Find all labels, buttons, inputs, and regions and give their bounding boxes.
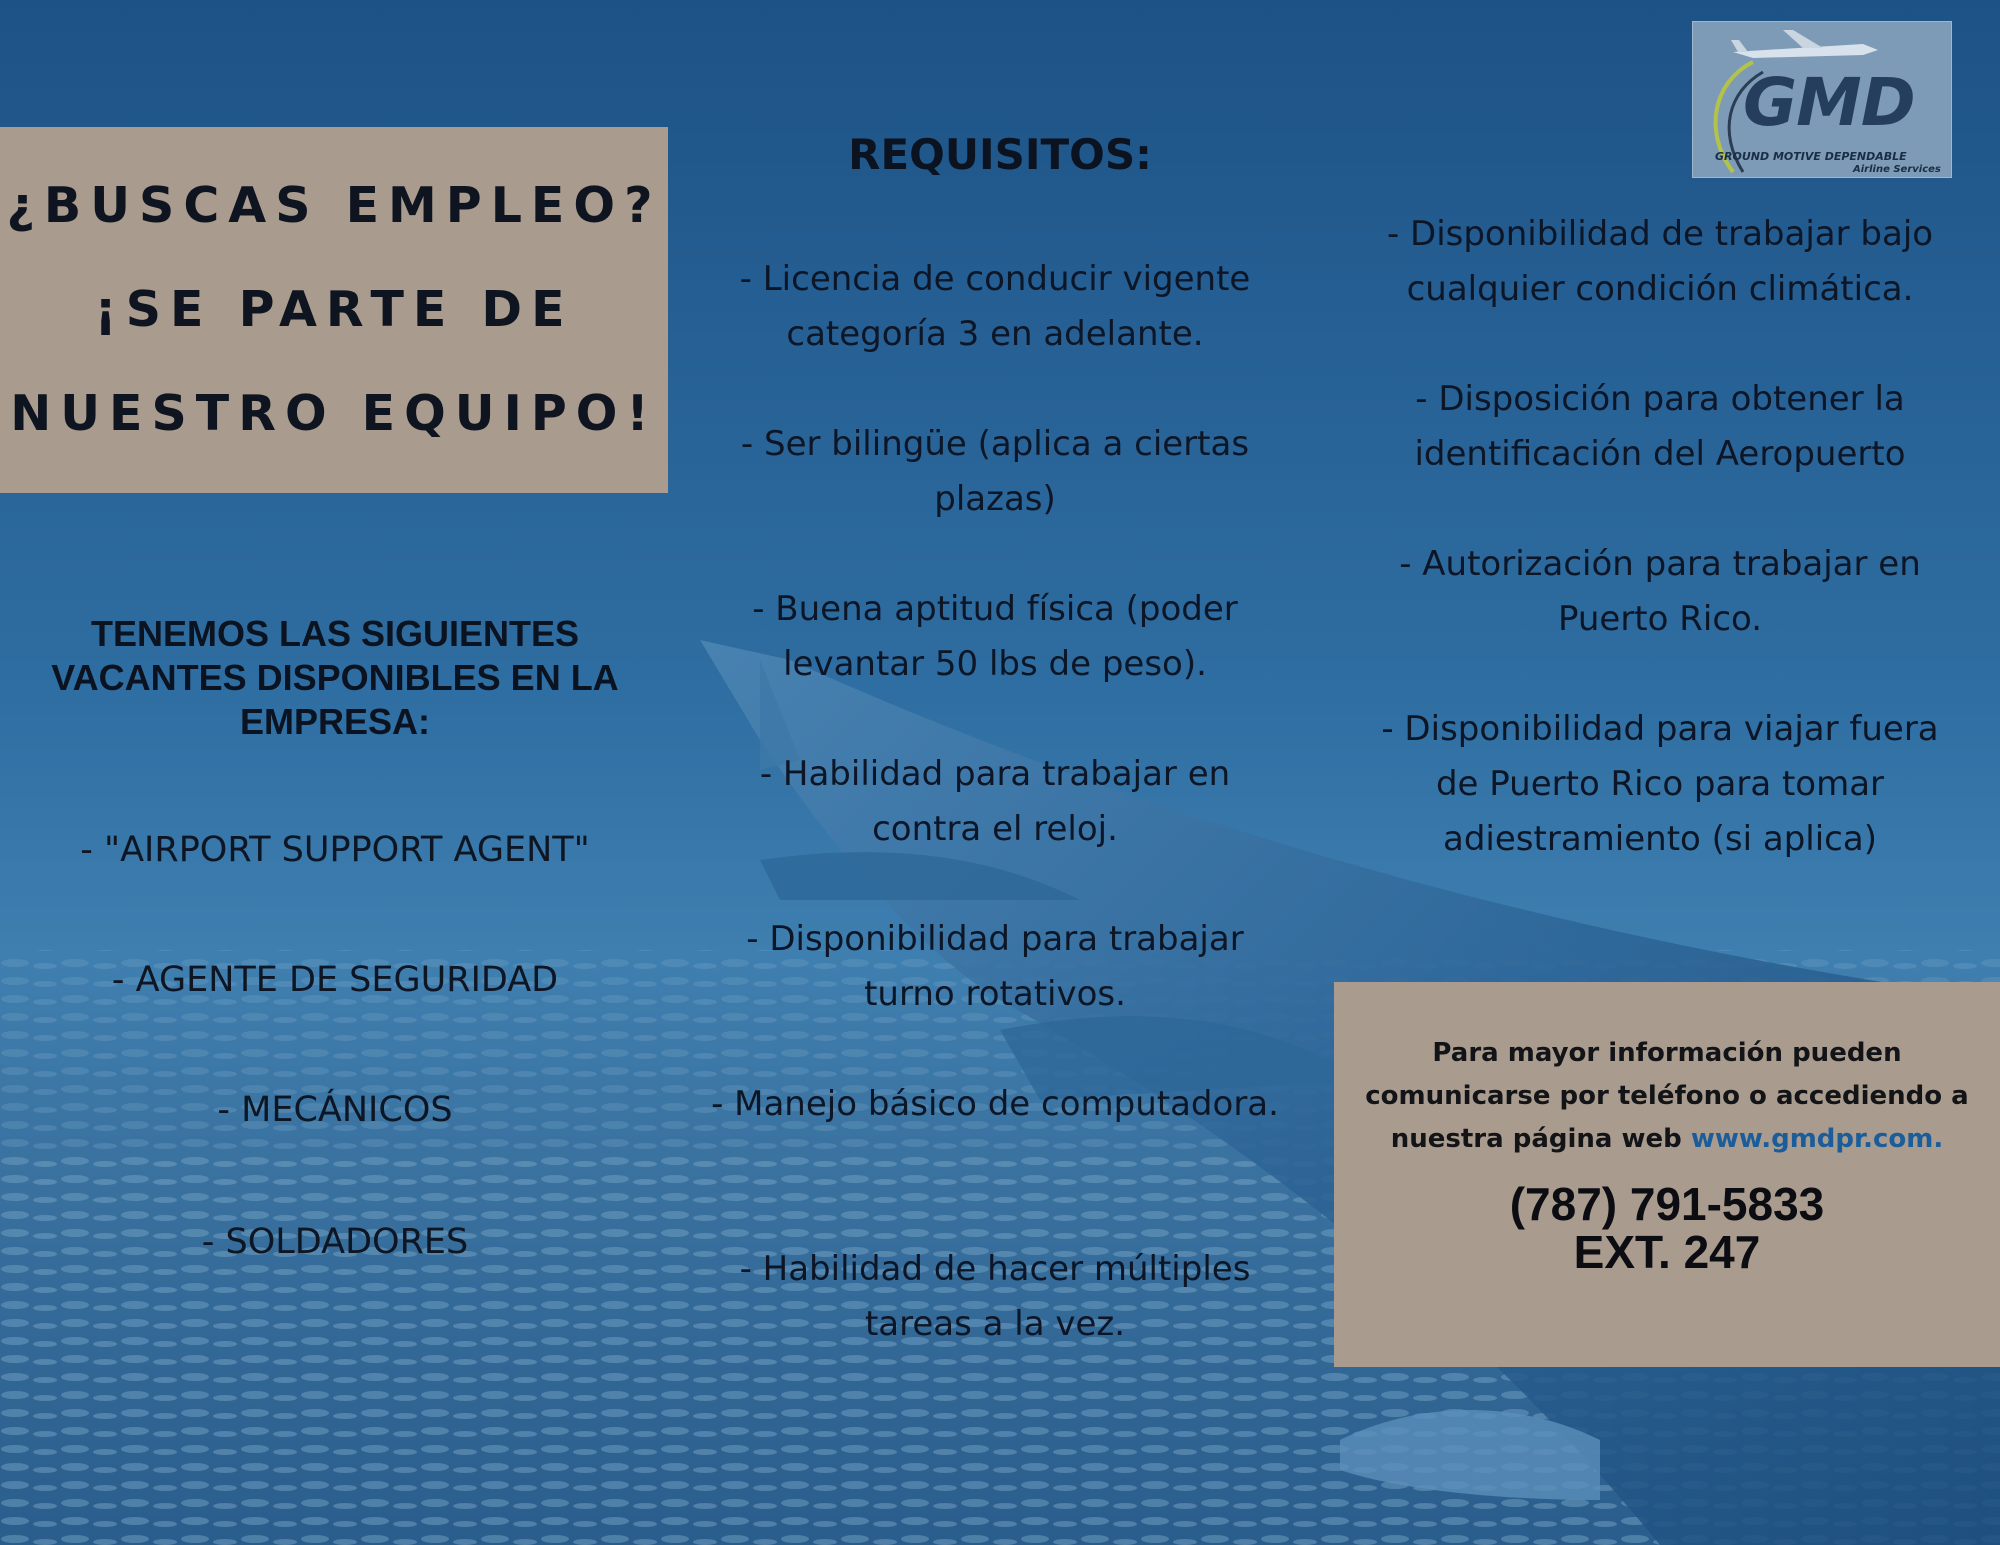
phone-number[interactable]: (787) 791-5833 <box>1509 1178 1825 1230</box>
requirement-item: - Habilidad de hacer múltiples tareas a la vez. <box>739 1249 1251 1344</box>
headline-line-2: ¡SE PARTE DE <box>94 281 574 338</box>
requirement-item: - Habilidad para trabajar en contra el reloj. <box>759 754 1231 849</box>
vacancy-item: - SOLDADORES <box>201 1222 469 1262</box>
headline-panel <box>0 127 668 493</box>
logo-tagline: GROUND MOTIVE DEPENDABLE <box>1715 150 1907 163</box>
contact-info <box>1354 1032 1980 1161</box>
requirement-item: - Disponibilidad de trabajar bajo cualquier condición climática. <box>1386 214 1934 309</box>
logo-subtitle: Airline Services <box>1853 164 1941 175</box>
requirement-item: - Ser bilingüe (aplica a ciertas plazas) <box>740 424 1250 519</box>
requirement-item: - Licencia de conducir vigente categoría 3 en adelante. <box>739 259 1251 354</box>
phone-extension: EXT. 247 <box>1573 1226 1761 1278</box>
vacancies-title: TENEMOS LAS SIGUIENTES VACANTES DISPONIBLES EN LA EMPRESA: <box>51 613 619 742</box>
vacancy-item: - MECÁNICOS <box>217 1090 453 1130</box>
vacancy-item: - AGENTE DE SEGURIDAD <box>111 960 559 1000</box>
requirement-item: - Autorización para trabajar en Puerto Rico. <box>1399 544 1921 639</box>
vacancy-item: - "AIRPORT SUPPORT AGENT" <box>80 830 590 870</box>
requirement-item: - Disponibilidad para trabajar turno rotativos. <box>746 919 1244 1014</box>
logo-text: GMD <box>1743 64 1915 141</box>
headline-line-3: NUESTRO EQUIPO! <box>10 385 658 442</box>
contact-text: Para mayor información pueden comunicarse por teléfono o accediendo a nuestra página web <box>1365 1038 1969 1154</box>
requirement-item: - Disponibilidad para viajar fuera de Puerto Rico para tomar adiestramiento (si aplica) <box>1381 709 1939 859</box>
contact-panel <box>1334 982 2000 1367</box>
company-logo <box>1692 21 1952 178</box>
requirement-item: - Manejo básico de computadora. <box>711 1084 1279 1124</box>
headline-line-1: ¿BUSCAS EMPLEO? <box>6 177 662 234</box>
requirements-title: REQUISITOS: <box>848 130 1152 179</box>
website-link[interactable]: www.gmdpr.com. <box>1690 1124 1944 1154</box>
requirement-item: - Buena aptitud física (poder levantar 50 lbs de peso). <box>752 589 1238 684</box>
requirement-item: - Disposición para obtener la identificación del Aeropuerto <box>1414 379 1906 474</box>
